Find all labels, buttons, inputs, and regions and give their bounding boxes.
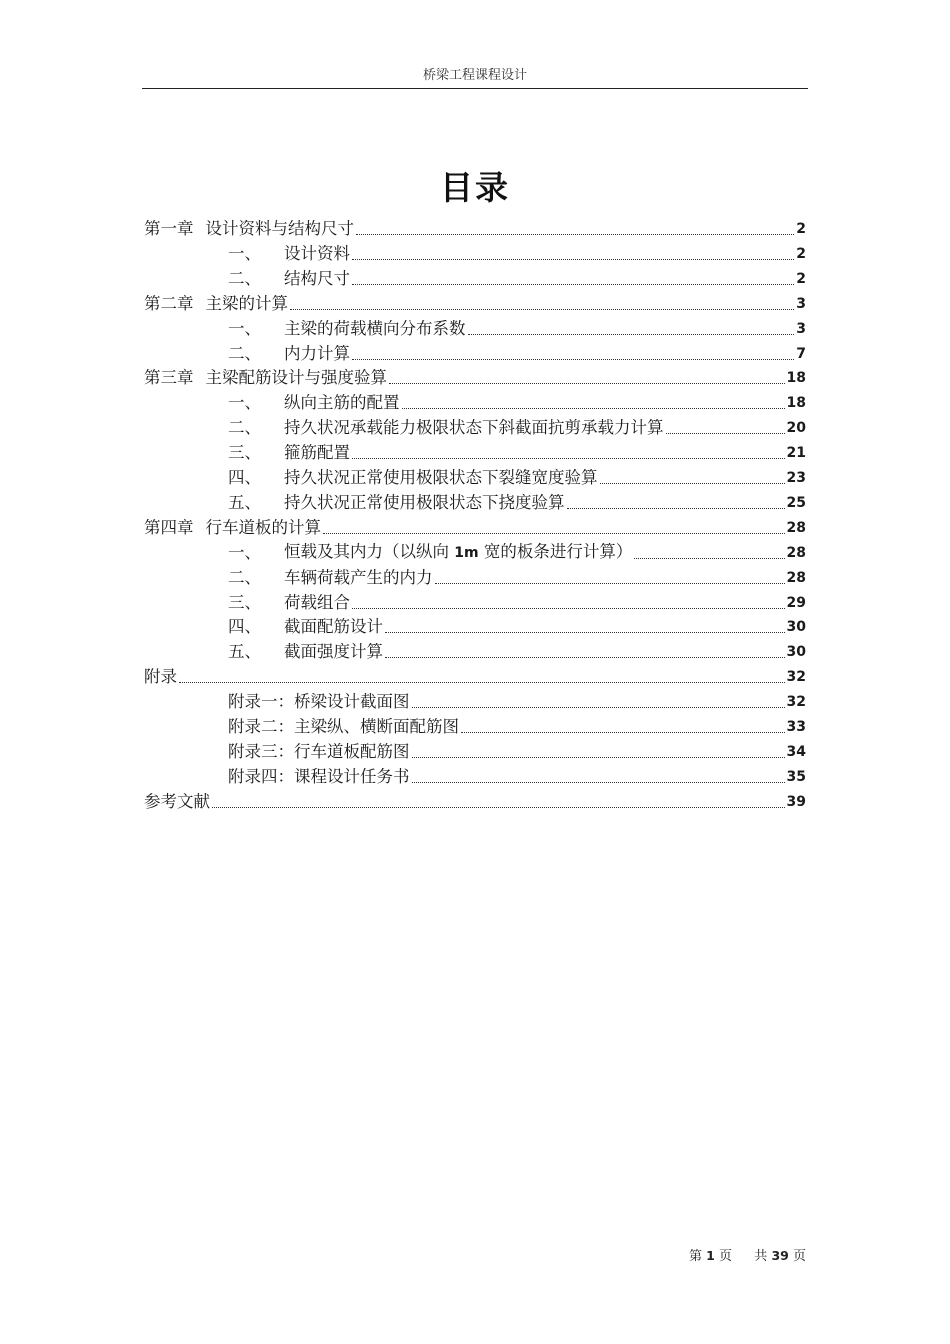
toc-dot-leader	[567, 508, 785, 509]
toc-dot-leader	[290, 309, 794, 310]
toc-entry-title: 附录	[144, 667, 177, 687]
toc-entry-section[interactable]	[228, 637, 806, 662]
toc-entry-page-number: 25	[786, 494, 806, 511]
toc-entry-title-part: 恒载及其内力（以纵向	[284, 541, 455, 561]
toc-entry-number: 一、	[228, 243, 261, 263]
toc-dot-leader	[634, 558, 784, 559]
toc-entry-title: 主梁的计算	[205, 293, 288, 313]
toc-entry-title: 附录四：课程设计任务书	[228, 766, 410, 786]
toc-entry-page-number: 3	[796, 295, 806, 312]
toc-dot-leader	[666, 433, 785, 434]
toc-entry-page-number: 18	[786, 370, 806, 387]
toc-entry-title: 箍筋配置	[284, 443, 350, 463]
toc-entry-page-number: 28	[786, 544, 806, 561]
toc-dot-leader	[461, 732, 785, 733]
toc-entry-page-number: 18	[786, 395, 806, 412]
toc-entry-number: 二、	[228, 567, 261, 587]
toc-entry-number: 二、	[228, 343, 261, 363]
page-footer	[689, 1246, 806, 1267]
toc-dot-leader	[356, 234, 794, 235]
toc-entry-page-number: 32	[786, 694, 806, 711]
toc-entry-title: 内力计算	[284, 343, 350, 363]
toc-entry-page-number: 20	[786, 420, 806, 437]
toc-entry-section[interactable]	[228, 463, 806, 488]
toc-entry-title: 结构尺寸	[284, 268, 350, 288]
toc-entry-chapter[interactable]	[144, 363, 806, 388]
toc-entry-title: 设计资料	[284, 243, 350, 263]
toc-entry-chapter[interactable]	[144, 214, 806, 239]
toc-entry-number: 二、	[228, 268, 261, 288]
toc-dot-leader	[352, 359, 794, 360]
toc-entry-title-part: 1m	[454, 544, 479, 561]
toc-dot-leader	[389, 383, 785, 384]
toc-entry-title: 持久状况正常使用极限状态下挠度验算	[284, 492, 565, 512]
toc-entry-title: 附录一：桥梁设计截面图	[228, 692, 410, 712]
toc-entry-section[interactable]	[228, 239, 806, 264]
toc-entry-page-number: 30	[786, 644, 806, 661]
toc-entry-section[interactable]	[228, 413, 806, 438]
toc-entry-number: 四、	[228, 617, 261, 637]
toc-dot-leader	[468, 334, 795, 335]
toc-entry-page-number: 34	[786, 743, 806, 760]
toc-entry-page-number: 2	[796, 221, 806, 237]
running-header	[142, 66, 808, 89]
toc-entry-section[interactable]	[228, 588, 806, 613]
toc-entry-title: 荷载组合	[284, 592, 350, 612]
toc-entry-title: 附录三：行车道板配筋图	[228, 741, 410, 761]
toc-entry-title: 持久状况正常使用极限状态下裂缝宽度验算	[284, 468, 598, 487]
toc-entry-title: 附录二：主梁纵、横断面配筋图	[228, 717, 459, 736]
toc-entry-page-number: 23	[786, 470, 806, 486]
toc-entry-section[interactable]	[228, 762, 806, 787]
toc-entry-chapter[interactable]	[144, 787, 806, 812]
toc-entry-number: 三、	[228, 592, 261, 612]
toc-dot-leader	[435, 583, 785, 584]
toc-entry-number: 一、	[228, 542, 261, 562]
toc-dot-leader	[385, 632, 785, 633]
toc-entry-page-number: 39	[786, 793, 806, 810]
toc-title: 目录	[440, 168, 510, 207]
toc-dot-leader	[600, 483, 785, 484]
toc-entry-section[interactable]	[228, 388, 806, 413]
toc-entry-chapter[interactable]	[144, 513, 806, 538]
toc-entry-number: 四、	[228, 468, 261, 487]
toc-entry-section[interactable]	[228, 438, 806, 463]
toc-entry-section[interactable]	[228, 712, 806, 737]
toc-entry-title: 车辆荷载产生的内力	[284, 567, 433, 587]
toc-dot-leader	[412, 782, 785, 783]
toc-entry-number: 一、	[228, 393, 261, 413]
toc-entry-number: 三、	[228, 443, 261, 463]
toc-entry-page-number: 29	[786, 594, 806, 611]
toc-entry-page-number: 32	[786, 669, 806, 686]
toc-entry-section[interactable]	[228, 612, 806, 637]
toc-entry-page-number: 7	[796, 345, 806, 362]
toc-dot-leader	[412, 707, 785, 708]
toc-dot-leader	[352, 284, 794, 285]
toc-entry-title: 纵向主筋的配置	[284, 393, 400, 413]
toc-entry-title: 截面配筋设计	[284, 617, 383, 637]
toc-entry-number: 五、	[228, 642, 261, 662]
toc-dot-leader	[179, 682, 785, 683]
toc-entry-number: 五、	[228, 492, 261, 512]
toc-dot-leader	[385, 657, 785, 658]
toc-entry-page-number: 21	[786, 445, 806, 462]
footer-total-prefix: 共	[754, 1249, 768, 1264]
toc-dot-leader	[352, 608, 785, 609]
toc-entry-title: 主梁配筋设计与强度验算	[205, 368, 387, 388]
toc-entry-section[interactable]	[228, 339, 806, 364]
toc-entry-title: 参考文献	[144, 791, 210, 811]
toc-dot-leader	[412, 757, 785, 758]
toc-entry-title: 设计资料与结构尺寸	[205, 219, 354, 238]
toc-entry-page-number: 28	[786, 519, 806, 536]
footer-page-prefix: 第	[688, 1249, 702, 1264]
toc-entry-number: 一、	[228, 318, 261, 338]
toc-entry-page-number: 2	[796, 245, 806, 262]
toc-dot-leader	[323, 533, 785, 534]
toc-entry-title: 截面强度计算	[284, 642, 383, 662]
toc-entry-section[interactable]	[228, 687, 806, 712]
header-title: 桥梁工程课程设计	[422, 68, 527, 83]
toc-entry-title: 主梁的荷载横向分布系数	[284, 318, 466, 338]
toc-entry-number: 第四章	[144, 517, 194, 537]
toc-dot-leader	[352, 259, 794, 260]
toc-entry-chapter[interactable]	[144, 662, 806, 687]
toc-entry-section[interactable]	[228, 737, 806, 762]
toc-entry-section[interactable]	[228, 488, 806, 513]
toc-entry-page-number: 33	[786, 719, 806, 735]
toc-dot-leader	[212, 807, 785, 808]
footer-total-suffix: 页	[792, 1249, 806, 1264]
toc-entry-title: 行车道板的计算	[205, 517, 321, 537]
toc-entry-title: 持久状况承载能力极限状态下斜截面抗剪承载力计算	[284, 418, 664, 438]
toc-entry-number: 第三章	[144, 368, 194, 388]
toc-entry-page-number: 2	[796, 270, 806, 287]
toc-entry-page-number: 3	[796, 320, 806, 337]
toc-dot-leader	[352, 458, 785, 459]
toc-entry-title	[284, 542, 632, 563]
toc-dot-leader	[402, 408, 785, 409]
toc-entry-number: 第一章	[144, 219, 194, 238]
toc-entry-section[interactable]	[228, 314, 806, 339]
toc-entry-chapter[interactable]	[144, 289, 806, 314]
toc-entry-page-number: 28	[786, 569, 806, 586]
footer-page-current: 1	[706, 1248, 715, 1263]
footer-page-total: 39	[771, 1248, 789, 1263]
toc-entry-section[interactable]	[228, 264, 806, 289]
toc-entry-number: 二、	[228, 418, 261, 438]
toc-entry-title-part: 宽的板条进行计算）	[478, 541, 633, 561]
toc-entry-section[interactable]	[228, 563, 806, 588]
toc-entry-page-number: 35	[786, 768, 806, 785]
toc-entry-section[interactable]	[228, 538, 806, 563]
toc-entry-number: 第二章	[144, 293, 194, 313]
toc-entry-page-number: 30	[786, 619, 806, 636]
footer-page-suffix: 页	[718, 1249, 732, 1264]
